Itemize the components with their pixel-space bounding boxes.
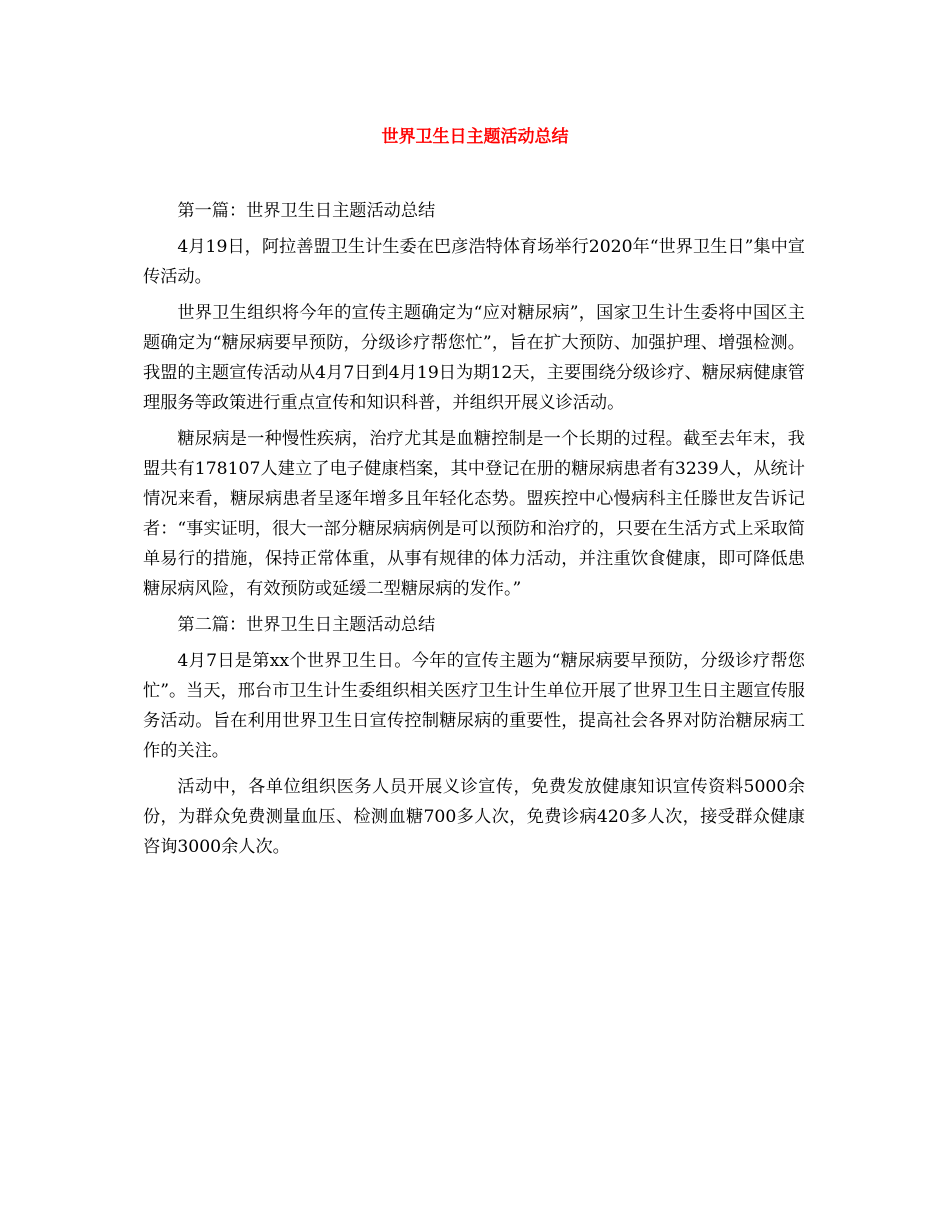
paragraph: 糖尿病是一种慢性疾病，治疗尤其是血糖控制是一个长期的过程。截至去年末，我盟共有178107人建立了电子健康档案，其中登记在册的糖尿病患者有3239人，从统计情况来看，糖尿病患者呈逐年增多且年轻化态势。盟疾控中心慢病科主任滕世友告诉记者：“事实证明，很大一部分糖尿病病例是可以预防和治疗的，只要在生活方式上采取简单易行的措施，保持正常体重，从事有规律的体力活动，并注重饮食健康，即可降低患糖尿病风险，有效预防或延缓二型糖尿病的发作。”	[143, 429, 805, 599]
paragraph: 世界卫生组织将今年的宣传主题确定为“应对糖尿病”，国家卫生计生委将中国区主题确定为“糖尿病要早预防，分级诊疗帮您忙”，旨在扩大预防、加强护理、增强检测。我盟的主题宣传活动从4月7日到4月19日为期12天，主要围绕分级诊疗、糖尿病健康管理服务等政策进行重点宣传和知识科普，并组织开展义诊活动。	[143, 303, 805, 413]
paragraph-heading-part-two: 第二篇：世界卫生日主题活动总结	[177, 615, 436, 635]
document-title: 世界卫生日主题活动总结	[381, 127, 569, 147]
paragraph: 活动中，各单位组织医务人员开展义诊宣传，免费发放健康知识宣传资料5000余份，为群众免费测量血压、检测血糖700多人次，免费诊病420多人次，接受群众健康咨询3000余人次。	[143, 777, 805, 857]
paragraph: 4月19日，阿拉善盟卫生计生委在巴彦浩特体育场举行2020年“世界卫生日”集中宣传活动。	[143, 237, 805, 287]
document-body	[143, 196, 805, 868]
paragraph: 4月7日是第xx个世界卫生日。今年的宣传主题为“糖尿病要早预防，分级诊疗帮您忙”。当天，邢台市卫生计生委组织相关医疗卫生计生单位开展了世界卫生日主题宣传服务活动。旨在利用世界卫生日宣传控制糖尿病的重要性，提高社会各界对防治糖尿病工作的关注。	[143, 651, 805, 761]
paragraph-heading-part-one: 第一篇：世界卫生日主题活动总结	[177, 201, 436, 221]
